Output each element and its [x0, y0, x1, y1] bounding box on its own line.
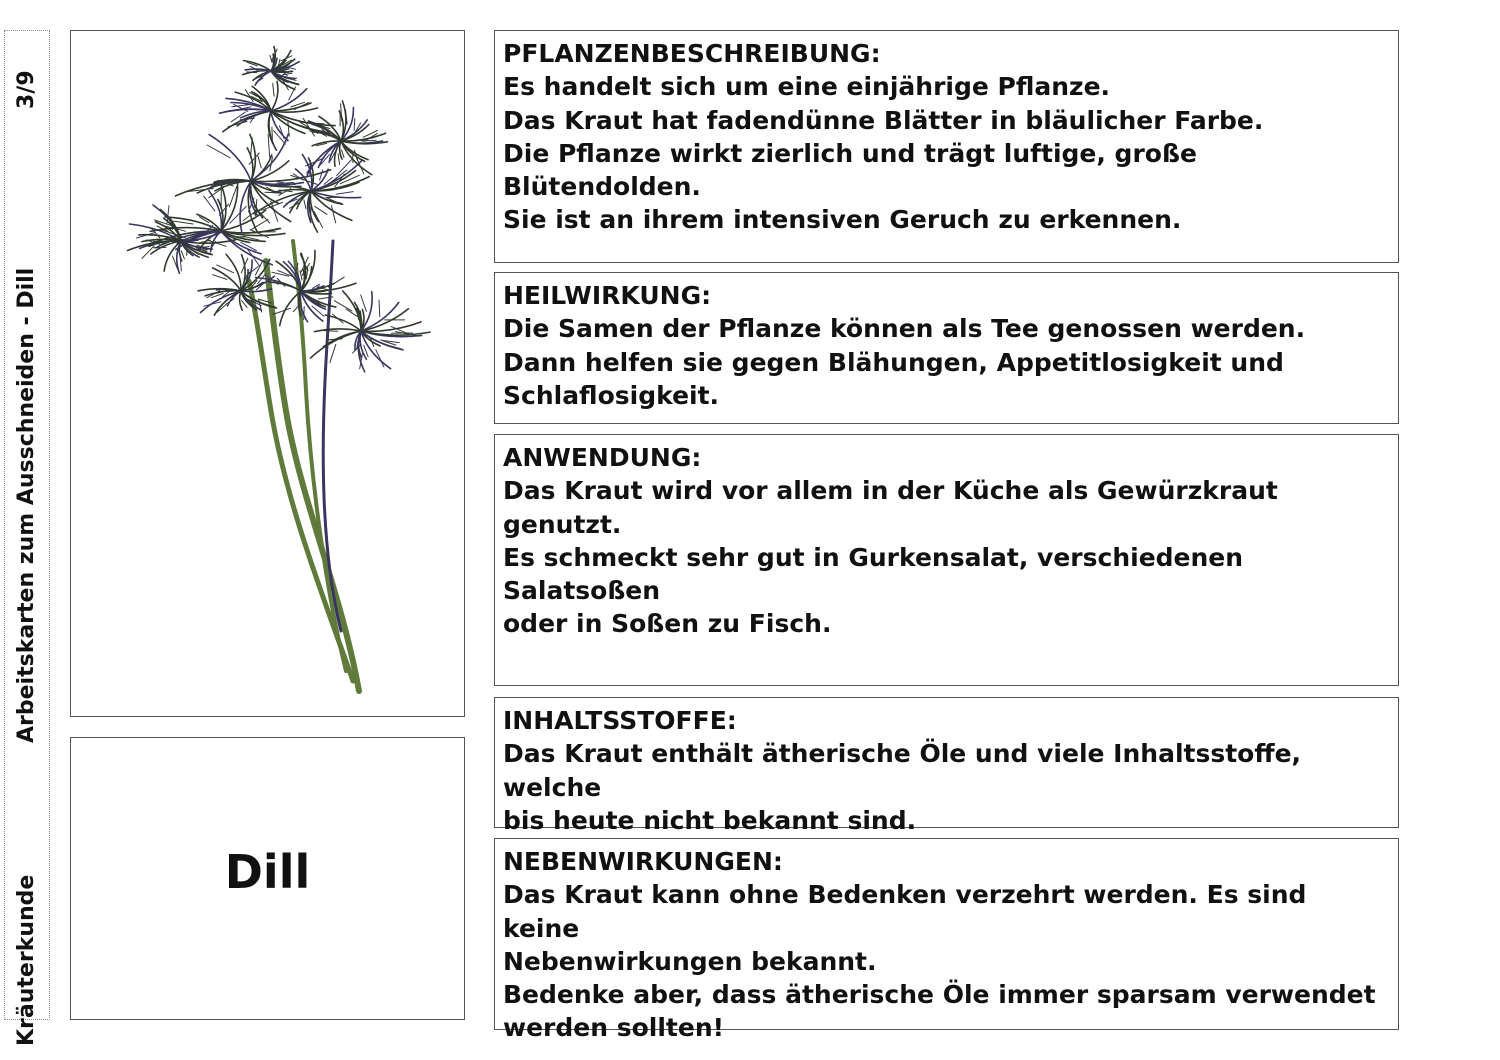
section-side-effects	[494, 838, 1399, 1043]
section-line: Schlaflosigkeit.	[503, 380, 720, 410]
section-usage	[494, 434, 1399, 686]
dill-leaf	[304, 200, 306, 209]
section-heading: NEBENWIRKUNGEN:	[503, 847, 783, 876]
dill-leaf	[258, 156, 262, 168]
dill-leaf	[341, 104, 342, 121]
dill-leaf	[354, 119, 355, 131]
section-heading: HEILWIRKUNG:	[503, 281, 712, 310]
dill-leaf	[336, 192, 353, 195]
section-description	[494, 30, 1399, 263]
dill-leaf	[314, 212, 322, 228]
section-line: Das Kraut kann ohne Bedenken verzehrt werden. Es sind keine	[503, 880, 1307, 943]
dill-leaf	[361, 295, 367, 311]
section-line: Das Kraut wird vor allem in der Küche als Gewürzkraut genutzt.	[503, 476, 1278, 539]
dill-leaf	[273, 83, 274, 96]
dill-leaf	[181, 251, 184, 259]
plant-name-card	[70, 737, 465, 1020]
dill-leaf	[342, 150, 345, 158]
dill-leaf	[173, 221, 194, 224]
section-heading: PFLANZENBESCHREIBUNG:	[503, 39, 881, 68]
dill-leaf	[362, 140, 377, 141]
dill-leaf	[268, 134, 270, 157]
section-line: bis heute nicht bekannt sind.	[503, 805, 917, 835]
dill-leaf	[338, 154, 340, 165]
page-number: 3/9	[14, 70, 39, 109]
section-line: werden sollten!	[503, 1013, 725, 1043]
dill-leaf	[321, 331, 337, 332]
section-heading: ANWENDUNG:	[503, 443, 702, 472]
dill-leaf	[379, 300, 380, 317]
dill-leaf	[315, 206, 327, 214]
section-line: Es handelt sich um eine einjährige Pflanze.	[503, 72, 1111, 102]
section-ingredients	[494, 697, 1399, 835]
section-line: Es schmeckt sehr gut in Gurkensalat, verschiedenen Salatsoßen	[503, 542, 1244, 606]
section-line: Nebenwirkungen bekannt.	[503, 946, 877, 976]
dill-leaf	[333, 314, 344, 323]
dill-leaf	[273, 308, 290, 314]
dill-leaf	[331, 206, 335, 223]
sidebar-strip	[4, 30, 50, 1046]
section-heading: INHALTSSTOFFE:	[503, 706, 737, 735]
worksheet-title: Arbeitskarten zum Ausschneiden - Dill	[14, 267, 39, 743]
dill-leaf	[330, 344, 336, 362]
section-line: Sie ist an ihrem intensiven Geruch zu erkennen.	[503, 205, 1182, 235]
section-line: Dann helfen sie gegen Blähungen, Appetitlosigkeit und	[503, 347, 1284, 377]
dill-leaf	[304, 306, 305, 319]
section-healing	[494, 272, 1399, 424]
section-line: Das Kraut enthält ätherische Öle und viele Inhaltsstoffe, welche	[503, 739, 1302, 802]
course-label: Kräuterkunde	[14, 874, 39, 1046]
section-line: Die Pflanze wirkt zierlich und trägt luftige, große Blütendolden.	[503, 138, 1197, 202]
dill-leaf	[320, 170, 323, 180]
section-line: Das Kraut hat fadendünne Blätter in bläulicher Farbe.	[503, 105, 1264, 135]
section-line: Bedenke aber, dass ätherische Öle immer sparsam verwendet	[503, 980, 1376, 1010]
plant-image-card	[70, 30, 465, 717]
plant-name: Dill	[224, 844, 311, 899]
dill-plant-icon	[71, 31, 464, 716]
dill-leaf	[335, 301, 352, 311]
dill-leaf	[327, 197, 340, 198]
section-line: oder in Soßen zu Fisch.	[503, 609, 832, 639]
section-line: Die Samen der Pflanze können als Tee genossen werden.	[503, 314, 1306, 344]
